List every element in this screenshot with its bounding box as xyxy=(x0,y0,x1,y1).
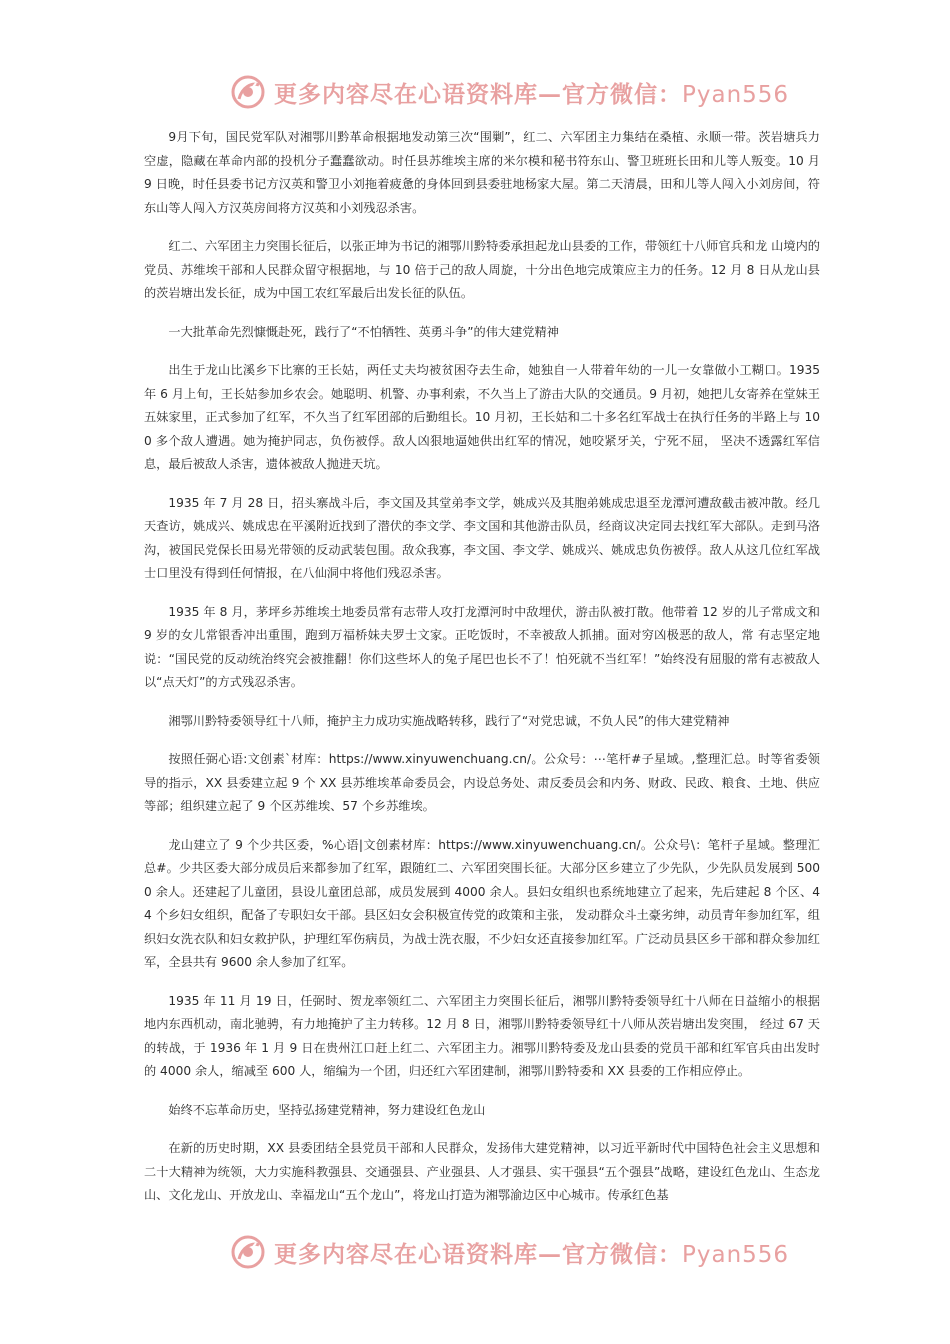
brand-logo-icon xyxy=(228,72,268,112)
banner-text: 更多内容尽在心语资料库—官方微信：Pyan556 xyxy=(274,80,790,108)
paragraph-12: 在新的历史时期，XX 县委团结全县党员干部和人民群众，发扬伟大建党精神，以习近平新时代中国特色社会主义思想和二十大精神为统领，大力实施科教强县、交通强县、产业强县、人才强县、实干强县“五个强县”战略，建设红色龙山、生态龙山、文化龙山、开放龙山、幸福龙山“五个龙山”，将龙山打造为湘鄂渝边区中心城市。传承红色基 xyxy=(144,1141,820,1202)
paragraph-6: 1935 年 8 月，茅坪乡苏维埃土地委员常有志带人攻打龙潭河时中敌埋伏，游击队被打散。他带着 12 岁的儿子常成文和 9 岁的女儿常银香冲出重围，跑到万福桥妹夫罗士文家。正吃饭时，不幸被敌人抓捕。面对穷凶极恶的敌人，常 有志坚定地说：“国民党的反动统治终究会被推翻！你们这些坏人的兔子尾巴也长不了！怕死就不当红军！”始终没有屈服的常有志被敌人以“点天灯”的方式残忍杀害。 xyxy=(144,604,820,689)
section-heading-3: 始终不忘革命历史，坚持弘扬建党精神，努力建设红色龙山 xyxy=(168,1102,486,1117)
header-banner xyxy=(0,72,950,112)
brand-logo-icon xyxy=(228,1232,268,1272)
paragraph-1: 9月下旬，国民党军队对湘鄂川黔革命根据地发动第三次“围剿”，红二、六军团主力集结在桑植、永顺一带。茨岩塘兵力空虚，隐藏在革命内部的投机分子蠢蠢欲动。时任县苏维埃主席的米尔模和秘书符东山、警卫班班长田和儿等人叛变。10 月 9 日晚，时任县委书记方汉英和警卫小刘拖着疲惫的身体回到县委驻地杨家大屋。第二天清晨，田和儿等人闯入小刘房间，符东山等人闯入方汉英房间将方汉英和小刘残忍杀害。 xyxy=(144,130,820,215)
section-heading-1: 一大批革命先烈慷慨赴死，践行了“不怕牺牲、英勇斗争”的伟大建党精神 xyxy=(168,324,559,339)
paragraph-8: 按照任弼心语:文创素`材库：https://www.xinyuwenchuang.cn/。公众号：⋯笔杆#子星域。,整理汇总。时等省委领导的指示，XX 县委建立起 9 个 XX 县苏维埃革命委员会，内设总务处、肃反委员会和内务、财政、民政、粮食、土地、供应等部；组织建立起了 9 个区苏维埃、57 个乡苏维埃。 xyxy=(144,752,820,813)
paragraph-2: 红二、六军团主力突围长征后，以张正坤为书记的湘鄂川黔特委承担起龙山县委的工作，带领红十八师官兵和龙 山境内的党员、苏维埃干部和人民群众留守根据地，与 10 倍于己的敌人周旋，十分出色地完成策应主力的任务。12 月 8 日从龙山县的茨岩塘出发长征，成为中国工农红军最后出发长征的队伍。 xyxy=(144,239,820,300)
banner-handle: Pyan556 xyxy=(682,1241,790,1268)
footer-banner xyxy=(0,1232,950,1272)
paragraph-4: 出生于龙山比溪乡下比寨的王长姑，两任丈夫均被贫困夺去生命，她独自一人带着年幼的一儿一女靠做小工糊口。1935 年 6 月上旬，王长姑参加乡农会。她聪明、机警、办事利索，不久当上了游击大队的交通员。9 月初，她把儿女寄养在堂妹王五妹家里，正式参加了红军，不久当了红军团部的后勤组长。10 月初，王长姑和二十多名红军战士在执行任务的半路上与 100 多个敌人遭遇。她为掩护同志，负伤被俘。敌人凶狠地逼她供出红军的情况，她咬紧牙关，宁死不屈， 坚决不透露红军信息，最后被敌人杀害，遗体被敌人抛进天坑。 xyxy=(144,363,820,471)
banner-handle: Pyan556 xyxy=(682,81,790,108)
banner-text: 更多内容尽在心语资料库—官方微信：Pyan556 xyxy=(274,1240,790,1268)
paragraph-5: 1935 年 7 月 28 日，招头寨战斗后，李文国及其堂弟李文学，姚成兴及其胞弟姚成忠退至龙潭河遭敌截击被冲散。经几天查访，姚成兴、姚成忠在平溪附近找到了潜伏的李文学、李文国和其他游击队员，经商议决定同去找红军大部队。走到马洛沟，被国民党保长田易光带领的反动武装包围。敌众我寡，李文国、李文学、姚成兴、姚成忠负伤被俘。敌人从这几位红军战士口里没有得到任何情报，在八仙洞中将他们残忍杀害。 xyxy=(144,495,820,580)
paragraph-9: 龙山建立了 9 个少共区委，%心语|文创素材库：https://www.xinyuwenchuang.cn/。公众号\：笔杆子星域。整理汇总#。少共区委大部分成员后来都参加了红军，跟随红二、六军团突围长征。大部分区乡建立了少先队，少先队员发展到 5000 余人。还建起了儿童团，县设儿童团总部，成员发展到 4000 余人。县妇女组织也系统地建立了起来，先后建起 8 个区、44 个乡妇女组织，配备了专职妇女干部。县区妇女会积极宣传党的政策和主张， 发动群众斗土豪劣绅，动员青年参加红军，组织妇女洗衣队和妇女救护队，护理红军伤病员，为战士洗衣服，不少妇女还直接参加红军。广泛动员县区乡干部和群众参加红军，全县共有 9600 余人参加了红军。 xyxy=(144,837,820,969)
paragraph-10: 1935 年 11 月 19 日，任弼时、贺龙率领红二、六军团主力突围长征后，湘鄂川黔特委领导红十八师在日益缩小的根据地内东西机动，南北驰骋，有力地掩护了主力转移。12 月 8 日，湘鄂川黔特委领导红十八师从茨岩塘出发突围， 经过 67 天的转战，于 1936 年 1 月 9 日在贵州江口赶上红二、六军团主力。湘鄂川黔特委及龙山县委的党员干部和红军官兵由出发时的 4000 余人，缩减至 600 人，缩编为一个团，归还红六军团建制，湘鄂川黔特委和 XX 县委的工作相应停止。 xyxy=(144,993,820,1078)
section-heading-2: 湘鄂川黔特委领导红十八师，掩护主力成功实施战略转移，践行了“对党忠诚，不负人民”的伟大建党精神 xyxy=(168,713,730,728)
article-body xyxy=(144,126,820,1223)
